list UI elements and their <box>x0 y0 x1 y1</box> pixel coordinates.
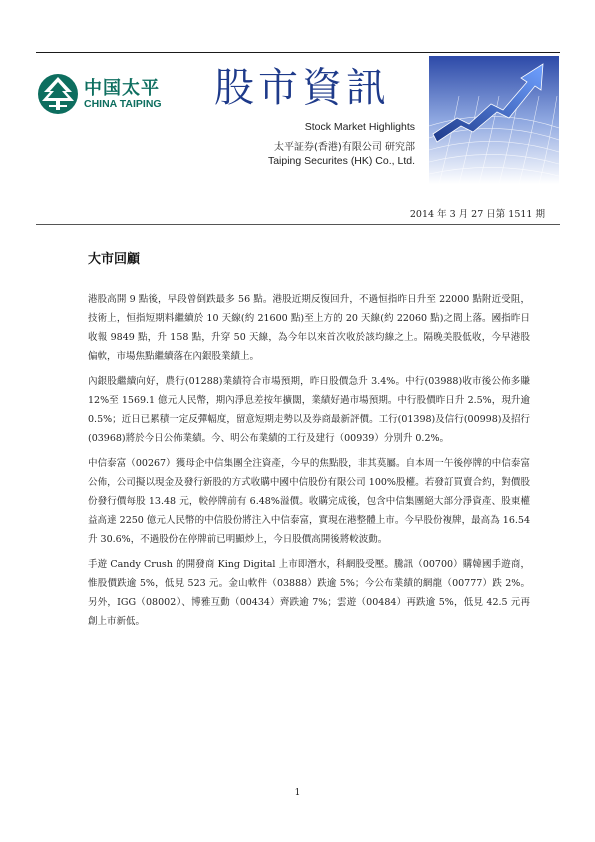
taiping-emblem-icon <box>36 72 80 116</box>
company-name: Taiping Securites (HK) Co., Ltd. <box>267 155 415 167</box>
subtitle-english: Stock Market Highlights <box>304 121 415 133</box>
page-number: 1 <box>294 788 301 798</box>
stock-chart-graphic-icon <box>429 56 559 184</box>
paragraph: 港股高開 9 點後，早段曾倒跌最多 56 點。港股近期反復回升，不過恒指昨日升至 22000 點附近受阻，技術上，恒指短期料繼續於 10 天線(約 21600 點)至上方的 20 天線(約 22060 點)之間上落。國指昨日收報 9849 點，升 158 點，升穿 50 天線，為今年以來首次收於該均線之上。隔晚美股低收，今早港股偏軟，市場焦點繼續落在內銀股業績上。 <box>88 294 530 362</box>
paragraph: 中信泰富（00267）獲母企中信集團全注資產，今早的焦點股，非其莫屬。自本周一午後停牌的中信泰富公佈，公司擬以現金及發行新股的方式收購中國中信股份有限公司 100%股權。若發訂買賣合約，對價股份發行價每股 13.48 元，較停牌前有 6.48%溢價。收購完成後，包含中信集團絕大部分淨資產、股東權益高達 2250 億元人民幣的中信股份將注入中信泰富，實現在港整體上市。今早股份複牌，最高為 16.54 升 30.6%，不過股份在停牌前已明顯炒上，今日股價高開後將較波動。 <box>88 458 530 545</box>
logo-chinese-text: 中国太平 <box>84 78 160 99</box>
issue-date: 2014 年 3 月 27 日第 1511 期 <box>409 209 545 220</box>
china-taiping-logo <box>36 72 176 120</box>
logo-english-text: CHINA TAIPING <box>84 98 162 110</box>
masthead-title: 股市資訊 <box>214 65 390 111</box>
issue-divider <box>36 224 560 225</box>
market-review-body <box>88 290 530 637</box>
header-top-rule <box>36 52 560 53</box>
paragraph: 手遊 Candy Crush 的開發商 King Digital 上市即潛水，科網股受壓。騰訊（00700）購韓國手遊商，惟股價跌逾 5%，低見 523 元。金山軟件（03888）跌逾 5%；今公布業績的網龍（00777）跌 2%。另外，IGG（08002）、博雅互動（00434）齊跌逾 7%；雲遊（00484）再跌逾 5%，低見 42.5 元再創上市新低。 <box>88 559 530 627</box>
subtitle-chinese: 太平証券(香港)有限公司 研究部 <box>274 142 415 153</box>
paragraph: 內銀股繼續向好，農行(01288)業績符合市場預期，昨日股價急升 3.4%。中行(03988)收市後公佈多賺 12%至 1569.1 億元人民幣，期內淨息差按年擴闊，業績好過市場預期。中行股價昨日升 2.5%，現升逾 0.5%；近日已累積一定反彈幅度，留意短期走勢以及券商最新評價。工行(01398)及信行(00998)及招行(03968)將於今日公佈業績。今、明公布業績的工行及建行（00939）分別升 0.2%。 <box>88 376 530 444</box>
section-title: 大市回顧 <box>88 252 141 267</box>
